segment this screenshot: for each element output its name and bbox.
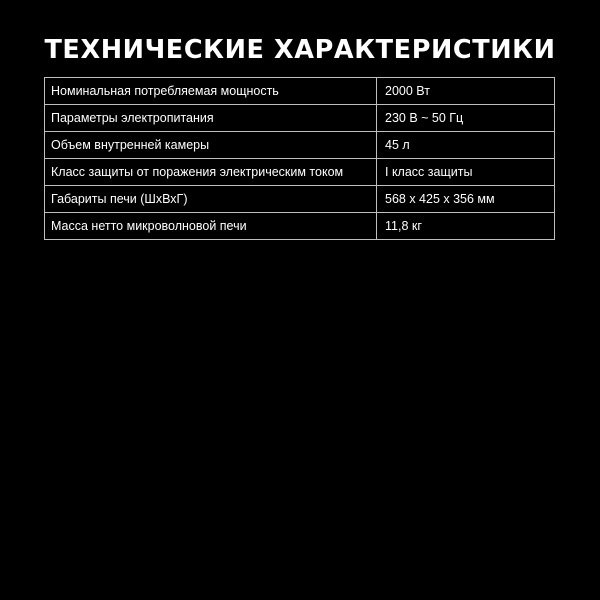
spec-name: Класс защиты от поражения электрическим током [45,159,377,186]
table-row [45,213,555,240]
table-row [45,105,555,132]
spec-value: 568 х 425 х 356 мм [377,186,555,213]
spec-value: I класс защиты [377,159,555,186]
table-row [45,186,555,213]
spec-name: Масса нетто микроволновой печи [45,213,377,240]
spec-value: 2000 Вт [377,78,555,105]
page-title: ТЕХНИЧЕСКИЕ ХАРАКТЕРИСТИКИ [44,35,556,65]
spec-name: Объем внутренней камеры [45,132,377,159]
spec-value: 230 В ~ 50 Гц [377,105,555,132]
spec-name: Параметры электропитания [45,105,377,132]
spec-value: 11,8 кг [377,213,555,240]
table-row [45,78,555,105]
table-row [45,159,555,186]
specifications-table [44,77,555,240]
table-row [45,132,555,159]
spec-value: 45 л [377,132,555,159]
spec-name: Габариты печи (ШхВхГ) [45,186,377,213]
spec-name: Номинальная потребляемая мощность [45,78,377,105]
